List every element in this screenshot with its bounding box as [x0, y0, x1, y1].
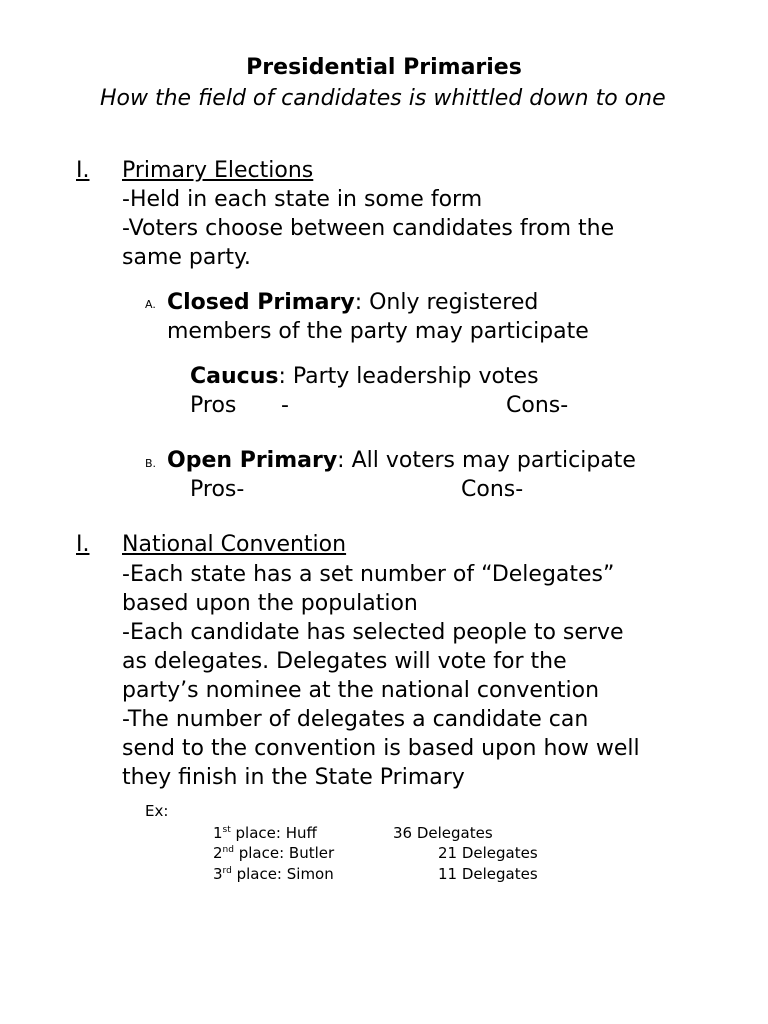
section-1-numeral: I.	[76, 158, 90, 183]
caucus-term: Caucus	[190, 364, 279, 389]
section-1-line: -Voters choose between candidates from the	[122, 216, 615, 241]
section-2-line: -The number of delegates a candidate can	[122, 707, 589, 732]
section-2-line: party’s nominee at the national convention	[122, 678, 600, 703]
section-1-heading: Primary Elections	[122, 158, 314, 183]
open-pros-label: Pros-	[190, 477, 245, 502]
section-2-line: -Each candidate has selected people to serve	[122, 620, 624, 645]
document-subtitle: How the field of candidates is whittled down to one	[100, 86, 666, 111]
closed-primary-definition: : Only registered	[354, 290, 539, 315]
open-primary-term: Open Primary	[167, 448, 338, 473]
example-row-delegates: 11 Delegates	[438, 865, 538, 883]
document-title: Presidential Primaries	[246, 55, 522, 80]
section-2-line: as delegates. Delegates will vote for the	[122, 649, 567, 674]
section-1-line: -Held in each state in some form	[122, 187, 483, 212]
list-marker-a: A.	[145, 298, 156, 311]
open-primary-item	[167, 446, 636, 475]
caucus-pros-dash: -	[281, 393, 289, 418]
open-cons-label: Cons-	[461, 477, 524, 502]
section-2-heading: National Convention	[122, 532, 347, 557]
example-label: Ex:	[145, 802, 169, 820]
section-2-line: they finish in the State Primary	[122, 765, 465, 790]
example-row-place: 3rd place: Simon	[213, 865, 334, 883]
caucus-definition: : Party leadership votes	[278, 364, 539, 389]
open-primary-definition: : All voters may participate	[337, 448, 636, 473]
section-2-line: send to the convention is based upon how well	[122, 736, 640, 761]
closed-primary-definition-cont: members of the party may participate	[167, 319, 589, 344]
example-row-delegates: 36 Delegates	[393, 824, 493, 842]
caucus-cons-label: Cons-	[506, 393, 569, 418]
example-row-place: 2nd place: Butler	[213, 844, 335, 862]
section-2-line: based upon the population	[122, 591, 418, 616]
section-2-line: -Each state has a set number of “Delegates”	[122, 562, 615, 587]
section-2-numeral: I.	[76, 532, 90, 557]
closed-primary-term: Closed Primary	[167, 290, 355, 315]
list-marker-b: B.	[145, 457, 157, 470]
example-row-delegates: 21 Delegates	[438, 844, 538, 862]
caucus-item	[190, 362, 539, 391]
example-row-place: 1st place: Huff	[213, 824, 317, 842]
caucus-pros-label: Pros	[190, 393, 237, 418]
closed-primary-item	[167, 288, 538, 317]
section-1-line: same party.	[122, 245, 251, 270]
